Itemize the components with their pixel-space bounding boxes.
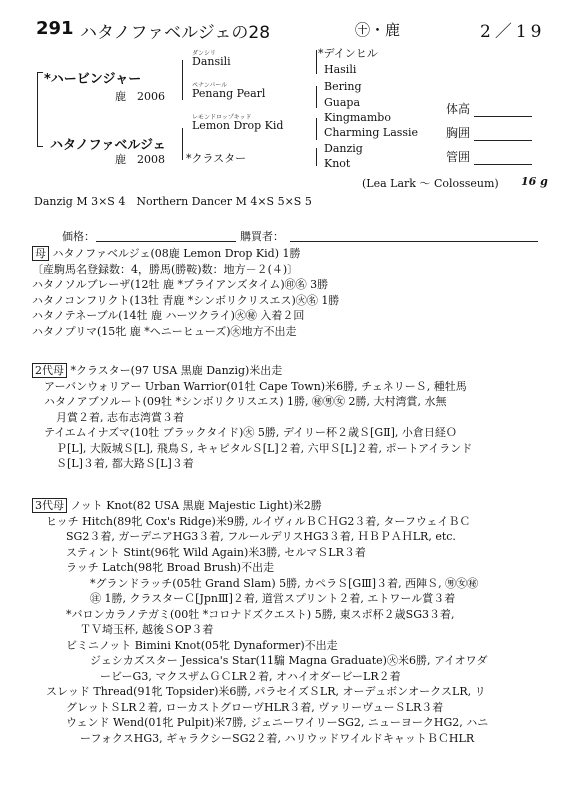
- weight: 16 g: [521, 175, 548, 188]
- dam-line: 〔産駒馬名登録数：4，勝馬(勝鞍)数：地方－２(４)〕: [32, 262, 299, 276]
- cannon-field[interactable]: 管囲: [446, 148, 532, 165]
- third-dam-line: スティント Stint(96牝 Wild Again)米3勝, セルマＳLR３着: [66, 545, 366, 559]
- dam-line: ハタノソルブレーザ(12牡 鹿 *ブライアンズタイム)㊞㊔ 3勝: [32, 278, 329, 291]
- horse-name: ハタノファベルジェの28: [80, 23, 271, 43]
- chest-field[interactable]: 胸囲: [446, 124, 532, 141]
- dam-label: 母: [32, 246, 49, 261]
- third-dam-label: 3代母: [32, 498, 67, 513]
- pedigree-bracket: [316, 50, 317, 74]
- dam-line: ハタノテネーブル(14牡 鹿 ハーツクライ)㊋㊙ 入着２回: [32, 309, 305, 322]
- third-dam-line: SG2３着, ガーデニアHG3３着, フルールデリスHG3３着, ＨＢＰＡＨLR, etc.: [66, 530, 456, 543]
- dam-sire-name: Lemon Drop Kid: [192, 119, 284, 132]
- price-underline[interactable]: [96, 241, 236, 242]
- gen3-ancestor: Knot: [324, 157, 351, 170]
- gen3-ancestor: Charming Lassie: [324, 126, 419, 139]
- sire-dam-name: Penang Pearl: [192, 87, 266, 100]
- second-dam-line: Ｓ[L]３着, 都大路Ｓ[L]３着: [56, 457, 194, 470]
- dam-line: ハタノコンフリクト(13牡 青鹿 *シンボリクリスエス)㊋㊔ 1勝: [32, 293, 340, 307]
- third-dam-line: ㊟ 1勝, クラスターＣ[JpnⅢ]２着, 道営スプリント２着, エトワール賞３着: [90, 592, 456, 605]
- third-dam-line: ーフォクスHG3, ギャラクシーSG2２着, ハリウッドワイルドキャットＢＣHLR: [80, 731, 475, 745]
- price-label: 価格：: [62, 230, 95, 243]
- inbreeding: Danzig M 3×S 4 Northern Dancer M 4×S 5×S 5: [34, 195, 312, 208]
- third-dam-line: *バロンカラノテガミ(00牡 *コロナドズクエスト) 5勝, 東スポ杯２歳SG3３着,: [66, 607, 455, 621]
- pedigree-bracket: [316, 148, 317, 166]
- third-dam-line: ＴＶ埼玉杯, 越後ＳOP３着: [80, 623, 214, 636]
- gen3-ancestor: Bering: [324, 80, 362, 93]
- third-dam-line: *グランドラッチ(05牡 Grand Slam) 5勝, カペラＳ[GⅢ]３着, 西陣Ｓ, ㊚㊛㊙: [90, 576, 479, 590]
- pedigree-bracket: [182, 60, 183, 100]
- third-dam-line: ノット Knot(82 USA 黒鹿 Majestic Light)米2勝: [70, 499, 322, 512]
- second-dam-section: [32, 363, 552, 472]
- sale-date: 2／19: [480, 22, 546, 42]
- height-field[interactable]: 体高: [446, 100, 532, 117]
- dam-info: 鹿 2008: [115, 153, 165, 166]
- family-note: (Lea Lark 〜 Colosseum): [362, 177, 499, 190]
- second-dam-line: テイエムイナズマ(10牡 ブラックタイド)㊋ 5勝, デイリー杯２歳Ｓ[GⅡ], 小倉日経Ｏ: [44, 426, 457, 439]
- dam-section: [32, 246, 552, 339]
- second-dam-line: 月賞２着, 志布志湾賞３着: [56, 410, 184, 424]
- gen3-ancestor: *デインヒル: [318, 47, 378, 60]
- sire-info: 鹿 2006: [115, 90, 165, 103]
- third-dam-line: スレッド Thread(91牝 Topsider)米6勝, パラセイズＳLR, オーデュボンオークスLR, リ: [46, 685, 486, 698]
- third-dam-line: ービーG3, マクスザムＧＣLR２着, オハイオダービーLR２着: [100, 669, 401, 683]
- pedigree-bracket: [37, 72, 43, 73]
- sire-sire-ruby: ダンシリ: [192, 50, 216, 57]
- third-dam-line: グレットＳLR２着, ローカストグローヴHLR３着, ヴァリーヴューＳLR３着: [66, 700, 444, 714]
- gen3-ancestor: Kingmambo: [324, 111, 391, 124]
- pedigree-bracket: [37, 72, 38, 146]
- buyer-underline[interactable]: [290, 241, 538, 242]
- sex-color: ㊉・鹿: [355, 21, 401, 39]
- dam-line: ハタノプリマ(15牝 鹿 *ヘニーヒューズ)㊋地方不出走: [32, 324, 297, 338]
- pedigree-bracket: [37, 146, 43, 147]
- second-dam-line: ハタノアブソルート(09牡 *シンボリクリスエス) 1勝, ㊙㊚㊛ 2勝, 大村湾賞, 水無: [44, 395, 447, 408]
- buyer-label: 購買者：: [240, 230, 284, 243]
- pedigree-bracket: [316, 118, 317, 140]
- gen3-ancestor: Danzig: [324, 142, 363, 155]
- gen3-ancestor: Hasili: [324, 63, 357, 76]
- pedigree-bracket: [316, 86, 317, 108]
- pedigree-bracket: [182, 128, 183, 160]
- lot-number: 291: [36, 18, 74, 39]
- sire-dam-ruby: ペナンパール: [192, 82, 228, 89]
- second-dam-line: Ｐ[L], 大阪城Ｓ[L], 飛鳥Ｓ, キャピタルＳ[L]２着, 六甲Ｓ[L]２着, ポートアイランド: [56, 441, 473, 455]
- second-dam-label: 2代母: [32, 363, 67, 378]
- dam-sire-ruby: レモンドロップキッド: [192, 114, 252, 121]
- sire-name: *ハービンジャー: [44, 72, 142, 87]
- third-dam-section: [32, 498, 552, 746]
- sire-sire-name: Dansili: [192, 55, 231, 68]
- dam-line: ハタノファベルジェ(08鹿 Lemon Drop Kid) 1勝: [52, 247, 301, 260]
- second-dam-line: *クラスター(97 USA 黒鹿 Danzig)米出走: [70, 364, 283, 377]
- third-dam-line: ヒッチ Hitch(89牝 Cox's Ridge)米9勝, ルイヴィルＢＣＨG2３着, ターフウェイＢＣ: [46, 514, 471, 528]
- third-dam-line: ウェンド Wend(01牝 Pulpit)米7勝, ジェニーワイリーSG2, ニューヨークHG2, ハニ: [66, 716, 489, 729]
- dam-name: ハタノファベルジェ: [50, 138, 166, 153]
- gen3-ancestor: Guapa: [324, 96, 361, 109]
- third-dam-line: ジェシカズスター Jessica's Star(11騸 Magna Graduate)㊋米6勝, アイオワダ: [90, 654, 488, 667]
- third-dam-line: ラッチ Latch(98牝 Broad Brush)不出走: [66, 561, 275, 574]
- third-dam-line: ビミニノット Bimini Knot(05牝 Dynaformer)不出走: [66, 638, 338, 652]
- second-dam-line: アーバンウォリアー Urban Warrior(01牡 Cape Town)米6勝, チェネリーＳ, 種牡馬: [44, 379, 467, 393]
- dam-dam-name: *クラスター: [186, 152, 247, 165]
